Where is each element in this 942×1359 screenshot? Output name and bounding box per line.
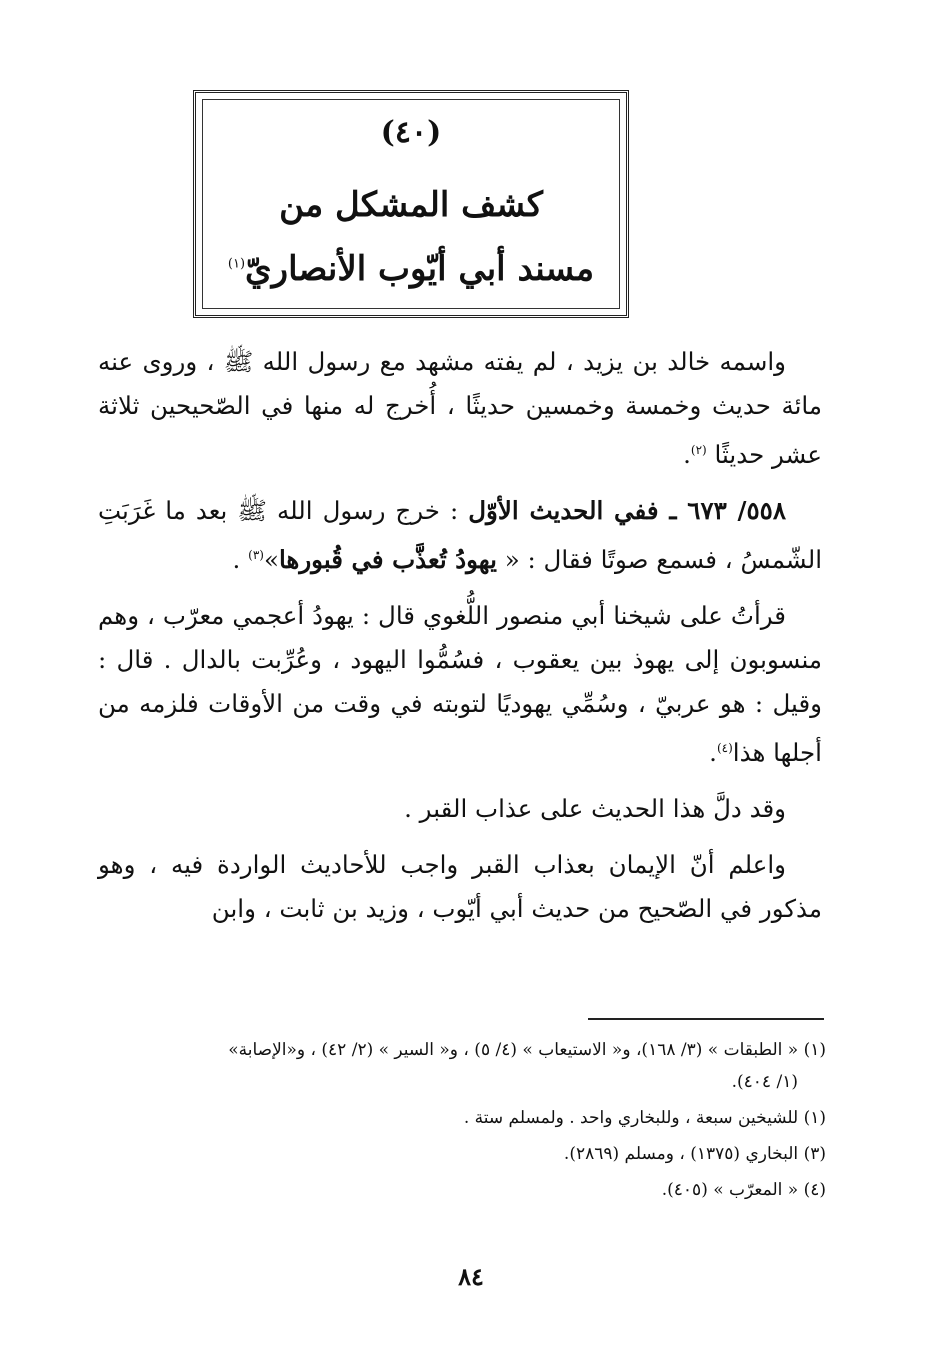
footnote-mark: (٣) bbox=[803, 1144, 826, 1164]
paragraph-intro-end: . bbox=[683, 440, 691, 470]
footnote-text: للشيخين سبعة ، وللبخاري واحد . ولمسلم ستة . bbox=[463, 1108, 799, 1128]
footnote-text: البخاري (١٣٧٥) ، ومسلم (٢٨٦٩). bbox=[563, 1144, 799, 1164]
footnote-2 bbox=[98, 1102, 826, 1134]
paragraph-grave-punishment: وقد دلَّ هذا الحديث على عذاب القبر . bbox=[404, 794, 786, 824]
footnote-text: « المعرّب » (٤٠٥). bbox=[661, 1180, 799, 1200]
paragraph-commentary-end: . bbox=[709, 738, 717, 768]
footnote-separator bbox=[588, 1018, 824, 1020]
footnote-4 bbox=[98, 1174, 826, 1206]
title-footnote-ref: (١) bbox=[227, 256, 246, 272]
paragraph-commentary-text: قرأتُ على شيخنا أبي منصور اللُّغوي قال : يهودُ أعجمي معرّب ، وهم منسوبون إلى يهوذ بين يعقوب ، فسُمُّوا اليهود ، وعُرِّبت بالدال . قال : وقيل : هو عربيّ ، وسُمِّي يهوديًا لتوبته في وقت من الأوقات فلزمه من أجلها هذا bbox=[98, 601, 822, 768]
footnote-ref-3: (٣) bbox=[248, 548, 264, 563]
chapter-title-line-1: كشف المشكل من bbox=[279, 185, 543, 225]
paragraph-belief: واعلم أنّ الإيمان بعذاب القبر واجب للأحاديث الواردة فيه ، وهو مذكور في الصّحيح من حديث أبي أيّوب ، وزيد بن ثابت ، وابن bbox=[98, 850, 822, 924]
hadith-quote: يهودُ تُعذَّب في قُبورها bbox=[278, 545, 497, 575]
page-number: ٨٤ bbox=[458, 1262, 484, 1291]
hadith-number: ٥٥٨/ ٦٧٣ ـ ففي الحديث الأوّل bbox=[468, 496, 786, 526]
paragraph-intro bbox=[98, 340, 822, 477]
footnotes bbox=[98, 1034, 826, 1210]
footnote-mark: (٤) bbox=[803, 1180, 826, 1200]
chapter-title-text: مسند أبي أيّوب الأنصاريّ bbox=[245, 249, 595, 289]
footnote-ref-2: (٢) bbox=[690, 443, 707, 457]
footnote-continuation: (١/ ٤٠٤). bbox=[731, 1072, 798, 1092]
body-text bbox=[98, 340, 822, 943]
paragraph-hadith-1 bbox=[98, 489, 822, 582]
paragraph-intro-text: واسمه خالد بن يزيد ، لم يفته مشهد مع رسول الله ﷺ ، وروى عنه مائة حديث وخمسة وخمسين حديثًا ، أُخرج له منها في الصّحيحين ثلاثة عشر حديثًا bbox=[98, 347, 822, 470]
hadith-text: : خرج رسول الله ﷺ بعد ما غَرَبَتِ الشّمسُ ، فسمع صوتًا فقال : « bbox=[98, 496, 822, 575]
chapter-title-line-2 bbox=[196, 249, 626, 289]
hadith-quote-close: » bbox=[263, 545, 279, 575]
chapter-title-frame bbox=[193, 90, 629, 318]
footnote-text: « الطبقات » (٣/ ١٦٨)، و« الاستيعاب » (٤/ ٥) ، و« السير » (٢/ ٤٢) ، و«الإصابة» bbox=[228, 1040, 799, 1060]
hadith-end: . bbox=[232, 545, 241, 575]
footnote-mark: (١) bbox=[803, 1040, 826, 1060]
footnote-1 bbox=[98, 1034, 826, 1098]
footnote-mark: (١) bbox=[803, 1108, 826, 1128]
footnote-3 bbox=[98, 1138, 826, 1170]
footnote-ref-4: (٤) bbox=[716, 741, 733, 756]
chapter-number: (٤٠) bbox=[380, 115, 442, 150]
paragraph-commentary bbox=[98, 594, 822, 775]
